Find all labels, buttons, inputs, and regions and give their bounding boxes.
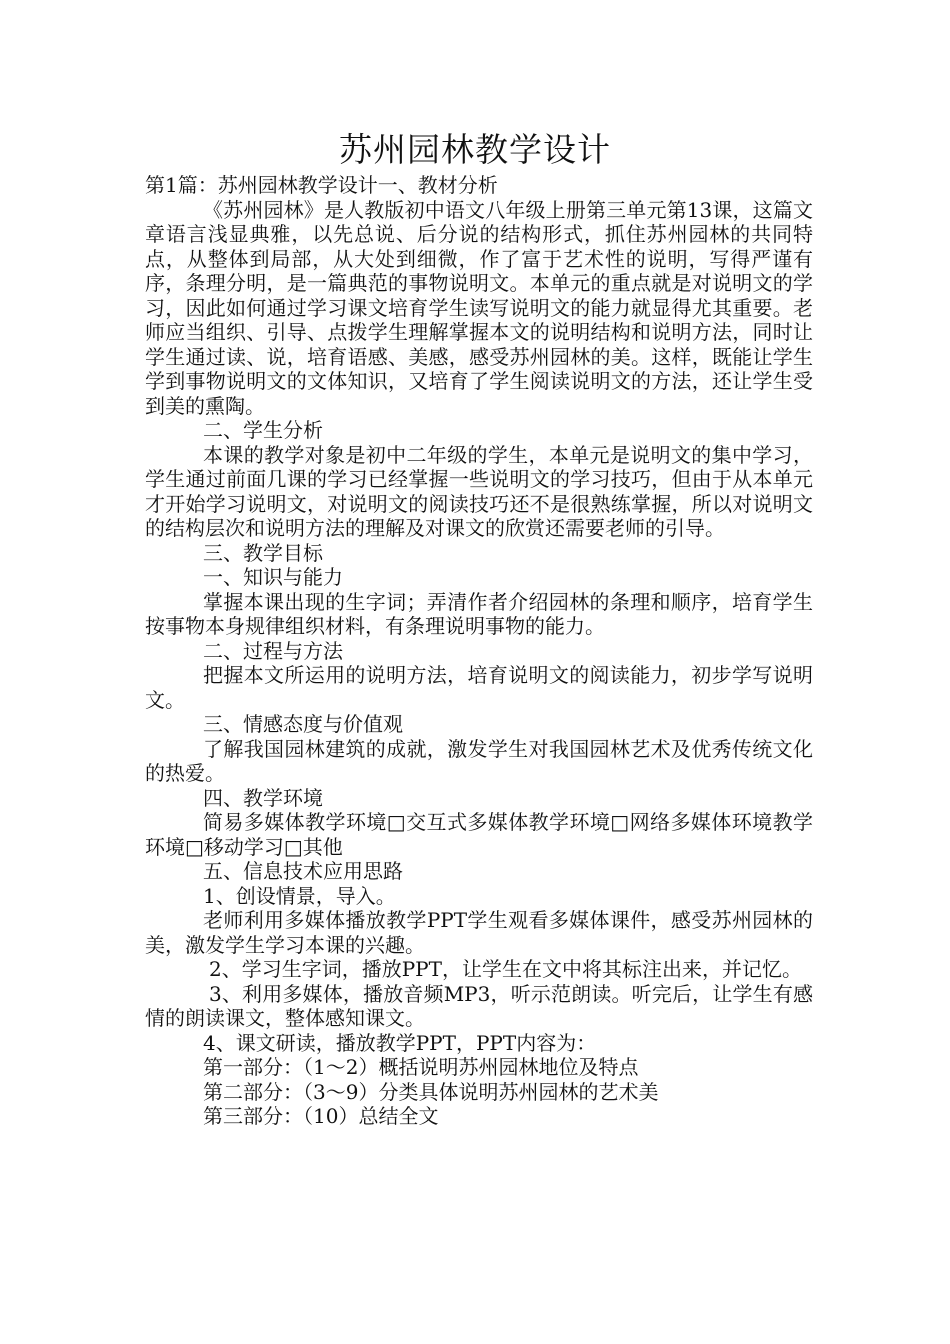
paragraph-part-3: 第三部分：（10）总结全文: [203, 1104, 439, 1128]
paragraph-part-1: 第一部分：（1～2）概括说明苏州园林地位及特点: [203, 1055, 639, 1079]
paragraph-heading-teaching-goals: 三、教学目标: [203, 540, 323, 565]
paragraph-emotion: 了解我国园林建筑的成就，激发学生对我国园林艺术及优秀传统文化的热爱。: [145, 736, 813, 785]
paragraph-step-2: 2、学习生字词，播放PPT，让学生在文中将其标注出来，并记忆。: [209, 957, 802, 981]
paragraph-step-3: 3、利用多媒体，播放音频MP3，听示范朗读。听完后，让学生有感情的朗读课文，整体感知课文。: [145, 981, 813, 1030]
paragraph-heading-emotion: 三、情感态度与价值观: [203, 712, 403, 736]
paragraph-heading-student-analysis: 二、学生分析: [203, 418, 323, 442]
paragraph-heading-process: 二、过程与方法: [203, 638, 343, 663]
paragraph-part-2: 第二部分：（3～9）分类具体说明苏州园林的艺术美: [203, 1079, 659, 1104]
paragraph-step-4: 4、课文研读，播放教学PPT，PPT内容为：: [203, 1030, 597, 1055]
document-title: 苏州园林教学设计: [339, 130, 611, 169]
paragraph-heading-knowledge: 一、知识与能力: [203, 565, 343, 589]
document-body: [145, 173, 813, 1129]
paragraph-student-analysis: 本课的教学对象是初中二年级的学生，本单元是说明文的集中学习，学生通过前面几课的学习已经掌握一些说明文的学习技巧，但由于从本单元才开始学习说明文，对说明文的阅读技巧还不是很熟练掌握，所以对说明文的结构层次和说明方法的理解及对课文的欣赏还需要老师的引导。: [145, 442, 813, 540]
paragraph-heading-environment: 四、教学环境: [203, 785, 323, 810]
paragraph-environment: 简易多媒体教学环境□交互式多媒体教学环境□网络多媒体环境教学环境□移动学习□其他: [145, 810, 813, 859]
paragraph-textbook-analysis: 《苏州园林》是人教版初中语文八年级上册第三单元第13课，这篇文章语言浅显典雅，以先总说、后分说的结构形式，抓住苏州园林的共同特点，从整体到局部，从大处到细微，作了富于艺术性的说明，写得严谨有序，条理分明，是一篇典范的事物说明文。本单元的重点就是对说明文的学习，因此如何通过学习课文培育学生读写说明文的能力就显得尤其重要。老师应当组织、引导、点拨学生理解掌握本文的说明结构和说明方法，同时让学生通过读、说，培育语感、美感，感受苏州园林的美。这样，既能让学生学到事物说明文的文体知识，又培育了学生阅读说明文的方法，还让学生受到美的熏陶。: [145, 197, 813, 418]
paragraph-step-1-heading: 1、创设情景，导入。: [203, 883, 396, 908]
paragraph-heading-it-ideas: 五、信息技术应用思路: [203, 859, 403, 883]
paragraph-knowledge: 掌握本课出现的生字词；弄清作者介绍园林的条理和顺序，培育学生按事物本身规律组织材料，有条理说明事物的能力。: [145, 589, 813, 638]
paragraph-process: 把握本文所运用的说明方法，培育说明文的阅读能力，初步学写说明文。: [145, 663, 813, 712]
paragraph-step-1: 老师利用多媒体播放教学PPT学生观看多媒体课件，感受苏州园林的美，激发学生学习本课的兴趣。: [145, 908, 813, 957]
paragraph-heading-section-1: 第1篇：苏州园林教学设计一、教材分析: [145, 173, 498, 197]
